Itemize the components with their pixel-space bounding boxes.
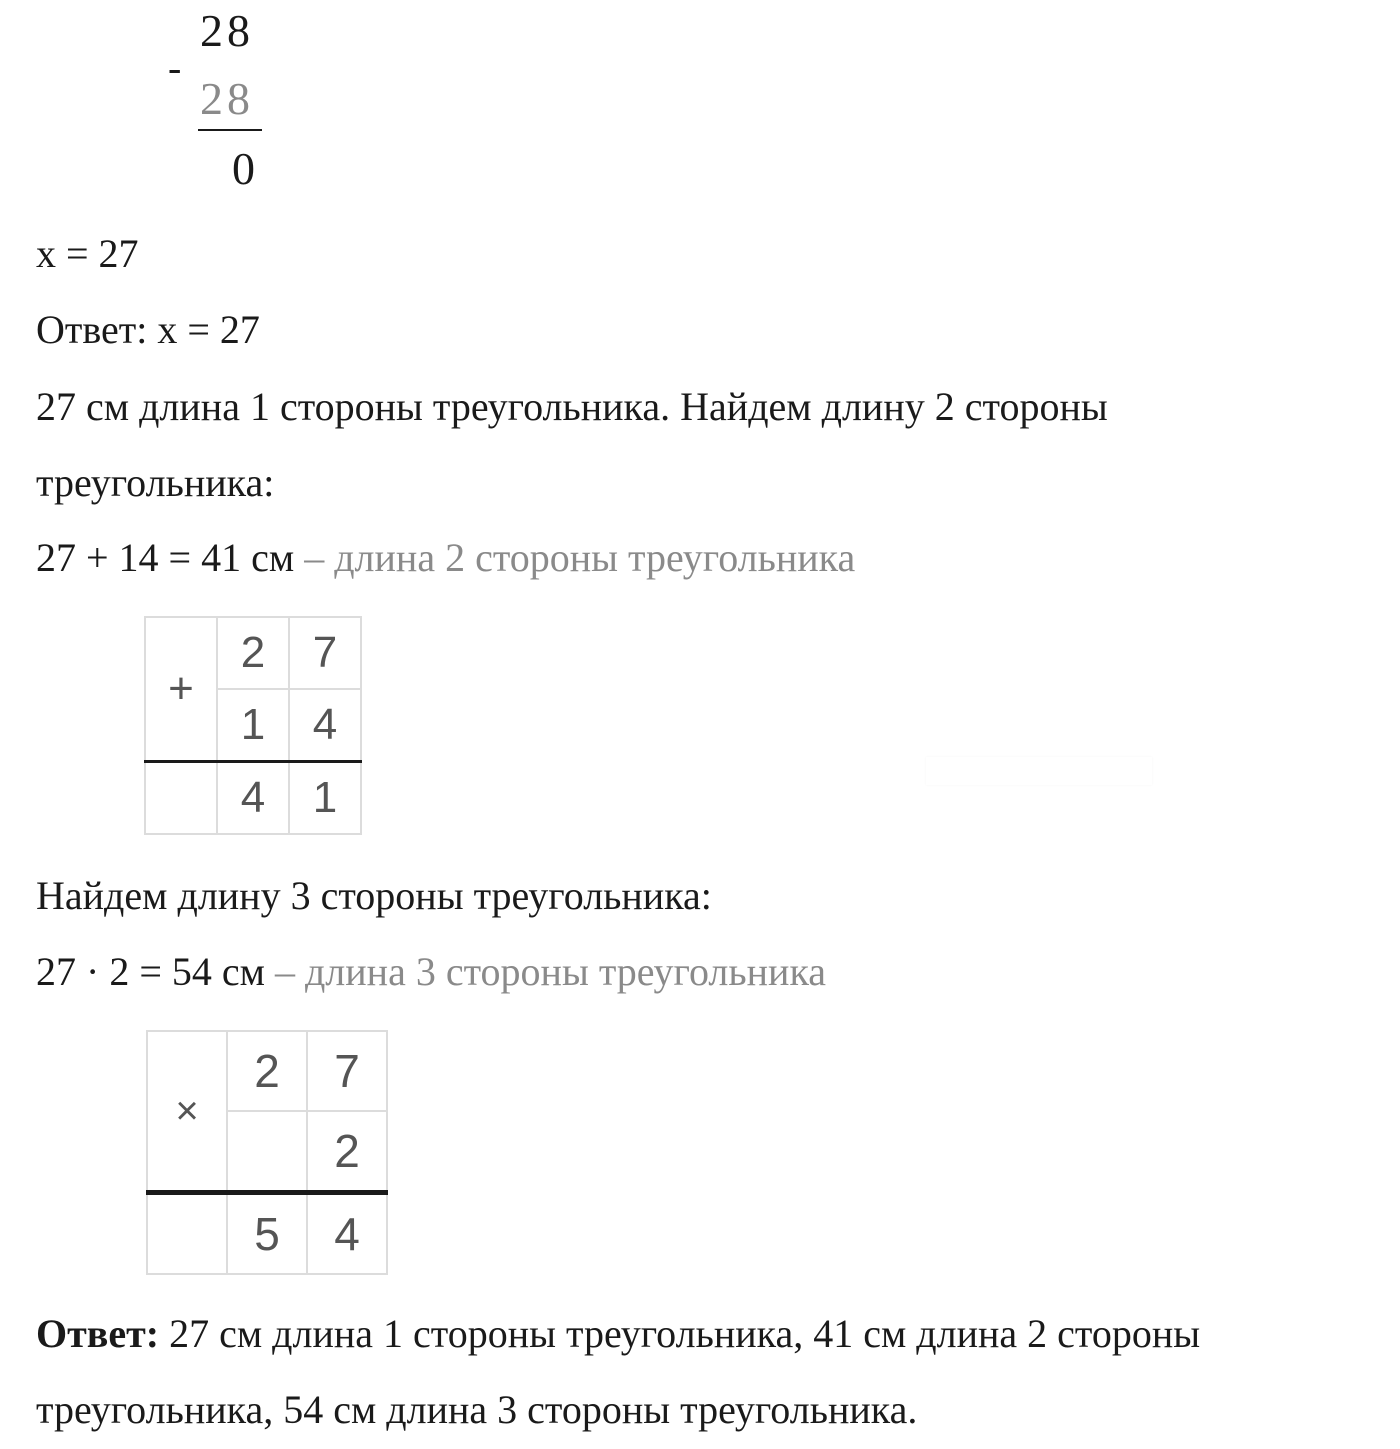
subtraction-difference: 0 (232, 143, 259, 194)
final-answer-label: Ответ: (36, 1311, 160, 1356)
addition-cell: 4 (289, 689, 361, 762)
addition-cell: 2 (217, 617, 289, 689)
multiplication-cell: 2 (227, 1031, 307, 1111)
addition-result-cell: 4 (217, 762, 289, 835)
subtraction-subtrahend: 28 (200, 73, 254, 124)
side3-expression: 27 · 2 = 54 см (36, 949, 265, 994)
side3-intro-line: Найдем длину 3 стороны треугольника: (36, 873, 712, 918)
multiplication-empty-cell (147, 1193, 227, 1275)
multiplication-cell (227, 1111, 307, 1193)
side2-line (36, 535, 856, 580)
addition-cell: 1 (217, 689, 289, 762)
subtraction-minus-sign: - (168, 45, 182, 90)
multiplication-result-cell: 4 (307, 1193, 387, 1275)
subtraction-line (198, 129, 262, 131)
side3-note: – длина 3 стороны треугольника (264, 949, 827, 994)
addition-grid (144, 616, 362, 835)
addition-result-cell: 1 (289, 762, 361, 835)
final-answer-text-a: 27 см длина 1 стороны треугольника, 41 см длина 2 стороны (159, 1311, 1201, 1356)
multiplication-operator: × (147, 1031, 227, 1193)
final-answer-line-a (36, 1311, 1201, 1356)
addition-cell: 7 (289, 617, 361, 689)
side2-expression: 27 + 14 = 41 см (36, 535, 295, 580)
multiplication-grid (146, 1030, 388, 1275)
multiplication-cell: 7 (307, 1031, 387, 1111)
blank-patch (926, 757, 1152, 785)
subtraction-minuend: 28 (200, 5, 254, 56)
answer-x-line: Ответ: x = 27 (36, 307, 260, 352)
addition-operator: + (145, 617, 217, 762)
side3-line (36, 949, 827, 994)
multiplication-cell: 2 (307, 1111, 387, 1193)
side1-line-b: треугольника: (36, 460, 275, 505)
side2-note: – длина 2 стороны треугольника (294, 535, 856, 580)
addition-empty-cell (145, 762, 217, 835)
multiplication-result-cell: 5 (227, 1193, 307, 1275)
x-value-line: x = 27 (36, 231, 139, 276)
final-answer-line-b: треугольника, 54 см длина 3 стороны треугольника. (36, 1387, 918, 1432)
side1-line-a: 27 см длина 1 стороны треугольника. Найдем длину 2 стороны (36, 384, 1108, 429)
